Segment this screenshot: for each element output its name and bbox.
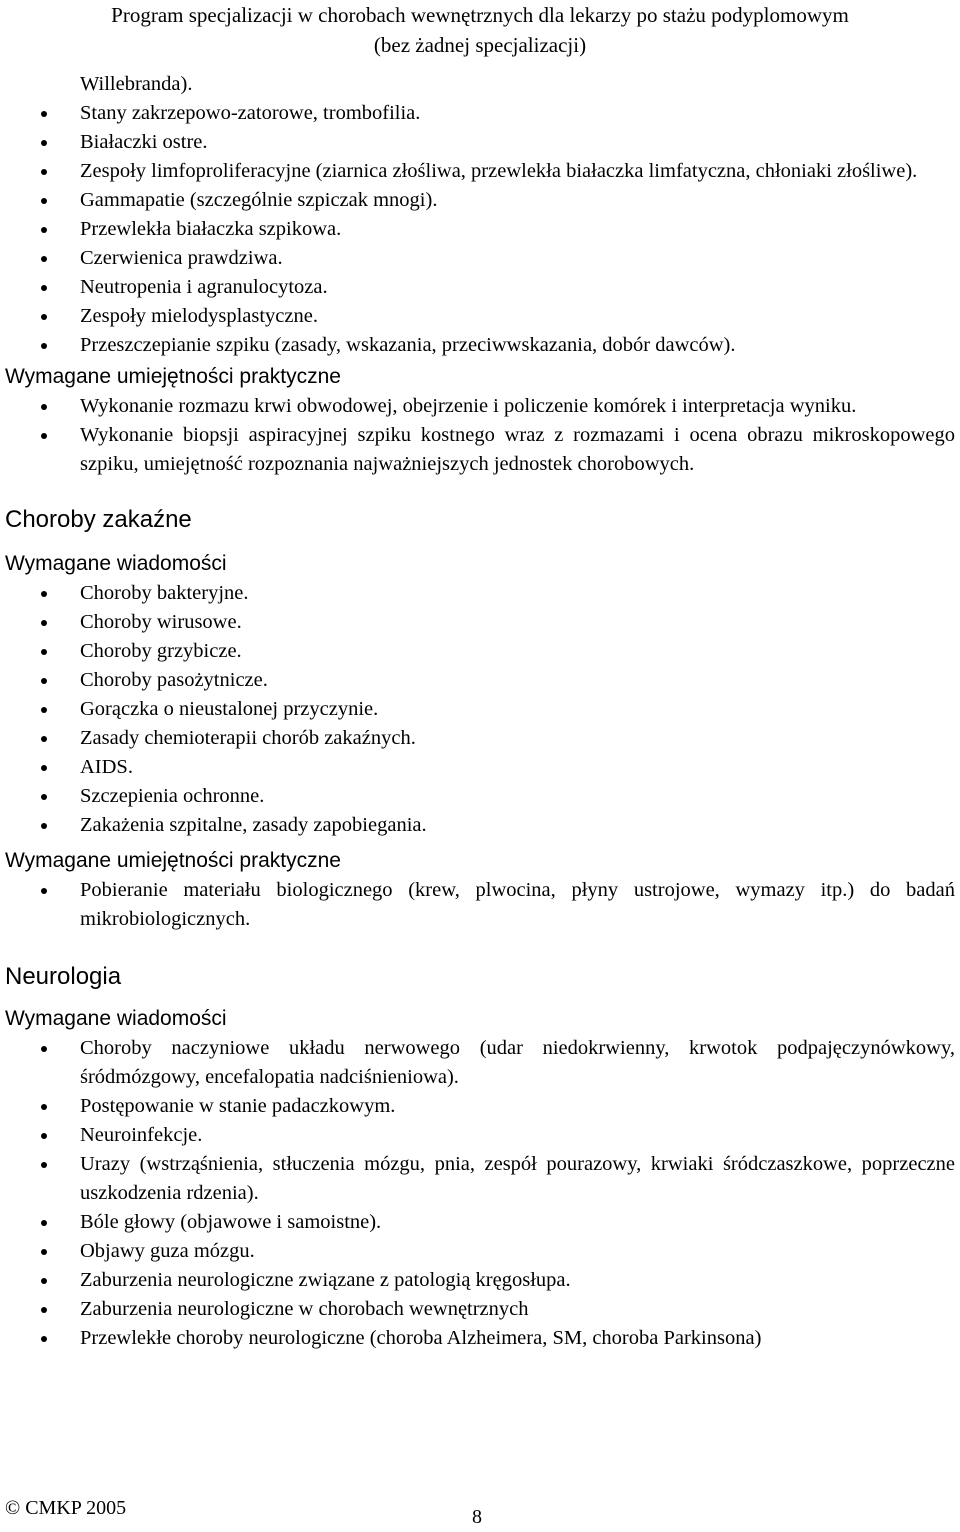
header-title: Program specjalizacji w chorobach wewnętrznych dla lekarzy po stażu podyplomowym	[111, 3, 849, 27]
infectious-knowledge-heading: Wymagane wiadomości	[5, 552, 227, 575]
bullet-icon	[41, 227, 47, 233]
section-title-infectious: Choroby zakaźne	[5, 506, 192, 533]
list-item: Choroby pasożytnicze.	[5, 666, 955, 695]
neurology-knowledge-heading: Wymagane wiadomości	[5, 1007, 227, 1030]
bullet-icon	[41, 736, 47, 742]
bullet-icon	[41, 433, 47, 439]
list-item: Zespoły mielodysplastyczne.	[5, 302, 955, 331]
hematology-knowledge-list	[5, 99, 955, 360]
bullet-icon	[41, 1162, 47, 1168]
list-item: Czerwienica prawdziwa.	[5, 244, 955, 273]
list-item: Szczepienia ochronne.	[5, 782, 955, 811]
page-header	[0, 0, 960, 60]
infectious-skills-list	[5, 876, 955, 934]
list-item: Gorączka o nieustalonej przyczynie.	[5, 695, 955, 724]
bullet-icon	[41, 314, 47, 320]
bullet-icon	[41, 649, 47, 655]
list-item: Bóle głowy (objawowe i samoistne).	[5, 1208, 955, 1237]
list-item: Przewlekła białaczka szpikowa.	[5, 215, 955, 244]
hematology-skills-heading: Wymagane umiejętności praktyczne	[5, 365, 341, 388]
list-item: Urazy (wstrząśnienia, stłuczenia mózgu, pnia, zespół pourazowy, krwiaki śródczaszkowe, poprzeczne uszkodzenia rdzenia).	[5, 1150, 955, 1208]
section-title-neurology: Neurologia	[5, 963, 122, 990]
list-item: Choroby wirusowe.	[5, 608, 955, 637]
list-item: Neuroinfekcje.	[5, 1121, 955, 1150]
page-number: 8	[472, 1506, 482, 1528]
bullet-icon	[41, 765, 47, 771]
list-item: Zaburzenia neurologiczne w chorobach wewnętrznych	[5, 1295, 955, 1324]
bullet-icon	[41, 1307, 47, 1313]
bullet-icon	[41, 343, 47, 349]
list-item: Zespoły limfoproliferacyjne (ziarnica złośliwa, przewlekła białaczka limfatyczna, chłoniaki złośliwe).	[5, 157, 955, 186]
list-item: Przeszczepianie szpiku (zasady, wskazania, przeciwwskazania, dobór dawców).	[5, 331, 955, 360]
list-item: Pobieranie materiału biologicznego (krew, plwocina, płyny ustrojowe, wymazy itp.) do badań mikrobiologicznych.	[5, 876, 955, 934]
list-item: Stany zakrzepowo-zatorowe, trombofilia.	[5, 99, 955, 128]
list-item: Zasady chemioterapii chorób zakaźnych.	[5, 724, 955, 753]
list-item: Choroby naczyniowe układu nerwowego (udar niedokrwienny, krwotok podpajęczynówkowy, śródmózgowy, encefalopatia nadciśnieniowa).	[5, 1034, 955, 1092]
bullet-icon	[41, 1249, 47, 1255]
list-item: Neutropenia i agranulocytoza.	[5, 273, 955, 302]
bullet-icon	[41, 285, 47, 291]
bullet-icon	[41, 794, 47, 800]
infectious-skills-heading: Wymagane umiejętności praktyczne	[5, 849, 341, 872]
neurology-knowledge-list	[5, 1034, 955, 1353]
footer-copyright: © CMKP 2005	[5, 1497, 127, 1519]
bullet-icon	[41, 256, 47, 262]
document-body	[5, 70, 955, 1353]
bullet-icon	[41, 707, 47, 713]
list-item: Postępowanie w stanie padaczkowym.	[5, 1092, 955, 1121]
bullet-icon	[41, 404, 47, 410]
list-item: Gammapatie (szczególnie szpiczak mnogi).	[5, 186, 955, 215]
continued-line: Willebranda).	[80, 73, 193, 95]
list-item: Przewlekłe choroby neurologiczne (choroba Alzheimera, SM, choroba Parkinsona)	[5, 1324, 955, 1353]
list-item: Objawy guza mózgu.	[5, 1237, 955, 1266]
bullet-icon	[41, 1046, 47, 1052]
bullet-icon	[41, 1133, 47, 1139]
bullet-icon	[41, 620, 47, 626]
bullet-icon	[41, 111, 47, 117]
list-item: Choroby grzybicze.	[5, 637, 955, 666]
list-item: Zakażenia szpitalne, zasady zapobiegania.	[5, 811, 955, 840]
list-item: Zaburzenia neurologiczne związane z patologią kręgosłupa.	[5, 1266, 955, 1295]
list-item: Wykonanie biopsji aspiracyjnej szpiku kostnego wraz z rozmazami i ocena obrazu mikroskopowego szpiku, umiejętność rozpoznania najważniejszych jednostek chorobowych.	[5, 421, 955, 479]
list-item: Białaczki ostre.	[5, 128, 955, 157]
bullet-icon	[41, 1336, 47, 1342]
bullet-icon	[41, 823, 47, 829]
bullet-icon	[41, 1220, 47, 1226]
bullet-icon	[41, 198, 47, 204]
bullet-icon	[41, 591, 47, 597]
bullet-icon	[41, 678, 47, 684]
infectious-knowledge-list	[5, 579, 955, 840]
bullet-icon	[41, 140, 47, 146]
bullet-icon	[41, 1104, 47, 1110]
list-item: Wykonanie rozmazu krwi obwodowej, obejrzenie i policzenie komórek i interpretacja wyniku.	[5, 392, 955, 421]
list-item: AIDS.	[5, 753, 955, 782]
hematology-skills-list	[5, 392, 955, 479]
header-subtitle: (bez żadnej specjalizacji)	[373, 33, 587, 57]
bullet-icon	[41, 169, 47, 175]
list-item: Choroby bakteryjne.	[5, 579, 955, 608]
bullet-icon	[41, 888, 47, 894]
bullet-icon	[41, 1278, 47, 1284]
